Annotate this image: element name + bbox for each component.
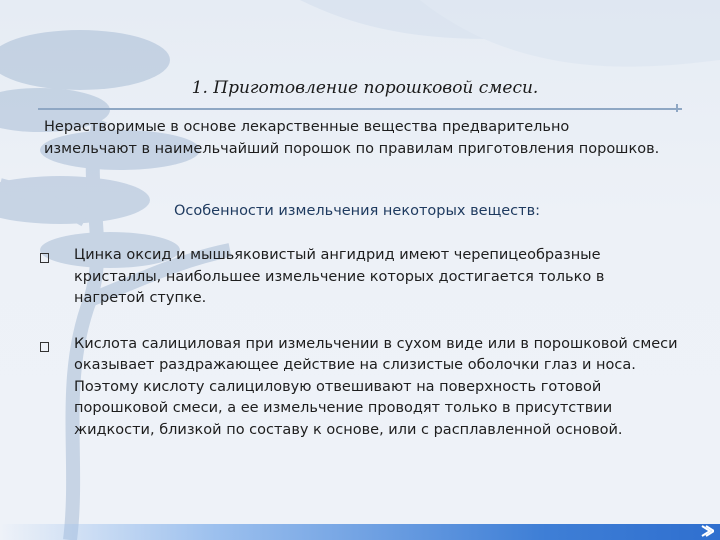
title-divider (38, 108, 682, 110)
section-subtitle: Особенности измельчения некоторых веществ: (173, 203, 541, 219)
bullet-text: Кислота салициловая при измельчении в сухом виде или в порошковой смеси оказывает раздражающее действие на слизистые оболочки глаз и носа. Поэтому кислоту салициловую отвешивают на поверхность готовой порошковой смеси, а ее измельчение проводят только в присутствии жидкости, близкой по составу к основе, или с расплавленной основой. (74, 335, 678, 438)
divider-end-cap (676, 104, 682, 112)
footer-bar (0, 524, 720, 540)
bullet-text: Цинка оксид и мышьяковистый ангидрид имеют черепицеобразные кристаллы, наибольшее измельчение которых достигается только в нагретой ступке. (74, 247, 605, 306)
list-item (38, 334, 678, 442)
arrow-right-icon (700, 524, 714, 538)
bullet-list (38, 245, 678, 465)
square-bullet-icon (40, 342, 49, 352)
list-item (38, 245, 678, 310)
intro-paragraph: Нерастворимые в основе лекарственные вещества предварительно измельчают в наимельчайший порошок по правилам приготовления порошков. (44, 119, 660, 157)
slide-title: 1. Приготовление порошковой смеси. (191, 78, 539, 98)
square-bullet-icon (40, 253, 49, 263)
